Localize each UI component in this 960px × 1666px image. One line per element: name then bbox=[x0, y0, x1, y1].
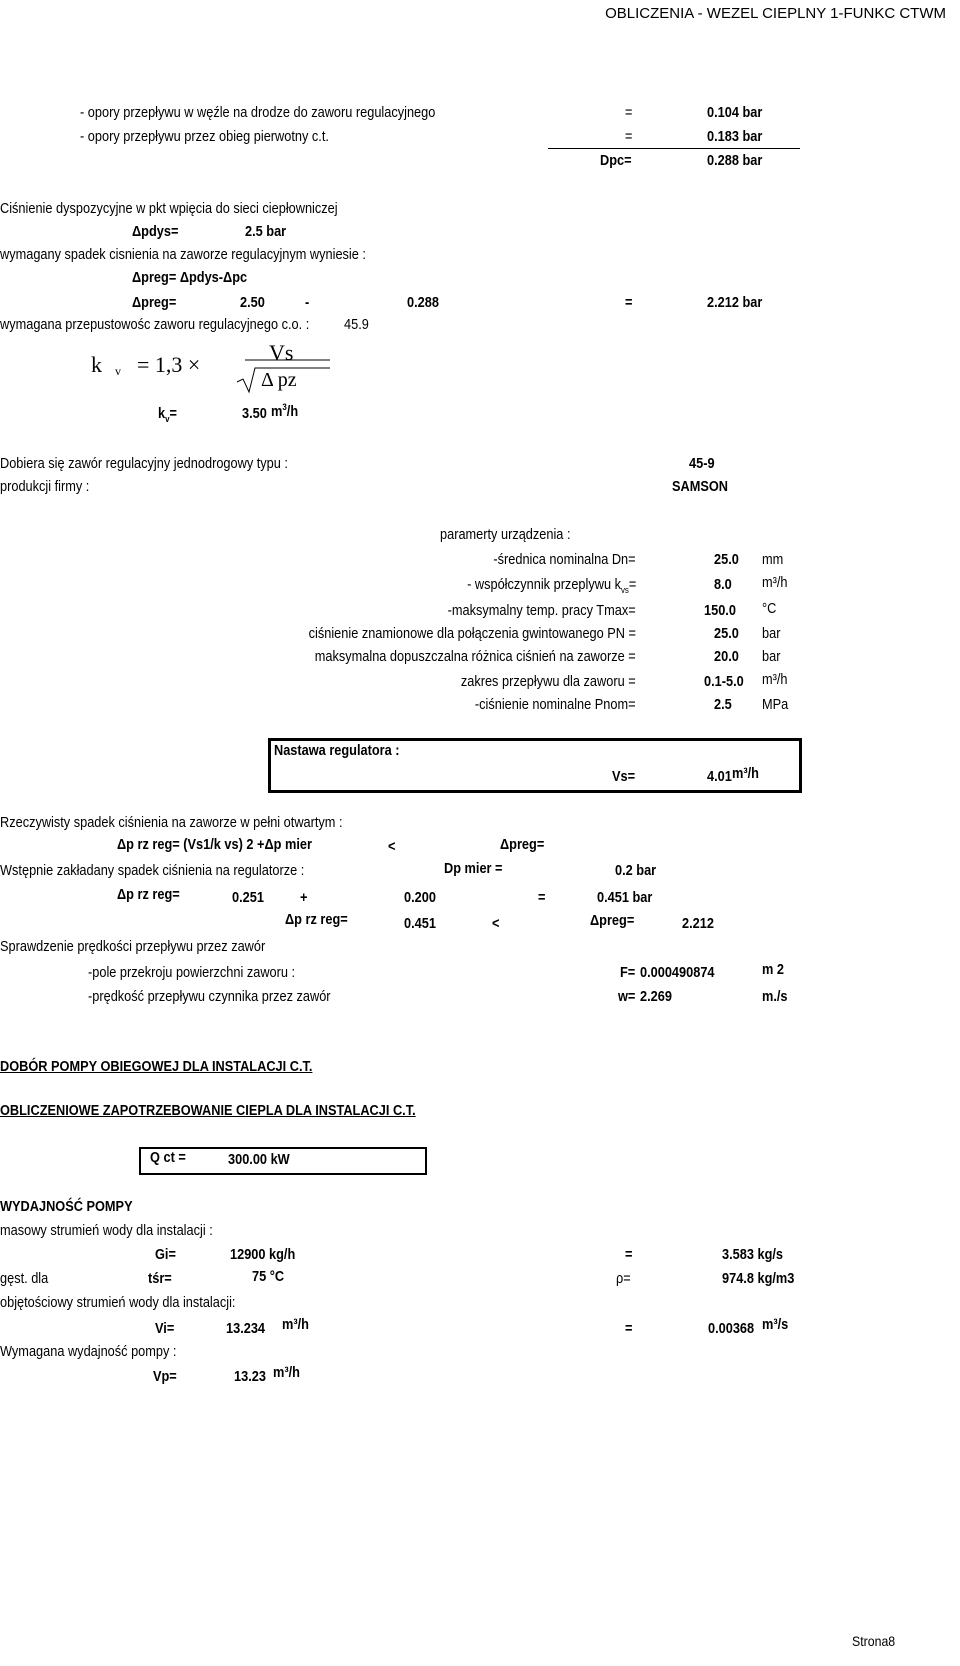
zawor-line-2: produkcji firmy : bbox=[0, 479, 90, 495]
formula-num: Vs bbox=[269, 340, 294, 365]
opory-value-2: 0.183 bar bbox=[707, 129, 763, 145]
dpc-label: Dpc= bbox=[600, 153, 632, 169]
formula-eq: = 1,3 × bbox=[137, 352, 201, 377]
kv-formula bbox=[85, 338, 345, 396]
gi-value: 12900 kg/h bbox=[230, 1247, 296, 1263]
param-value: 25.0 bbox=[714, 552, 739, 568]
nastawa-title: Nastawa regulatora : bbox=[274, 743, 400, 759]
param-unit: MPa bbox=[762, 697, 789, 713]
spadek-text: wymagany spadek cisnienia na zaworze regulacyjnym wyniesie : bbox=[0, 247, 366, 263]
obj-text: objętościowy strumień wody dla instalacji: bbox=[0, 1295, 236, 1311]
param-unit: m³/h bbox=[762, 672, 788, 688]
opory-line-2: - opory przepływu przez obieg pierwotny c.t. bbox=[80, 129, 329, 145]
param-label: zakres przepływu dla zaworu = bbox=[461, 674, 636, 690]
param-label: maksymalna dopuszczalna różnica ciśnień na zaworze = bbox=[315, 649, 636, 665]
formula-den: Δ pz bbox=[261, 369, 297, 391]
rho-value: 974.8 kg/m3 bbox=[722, 1271, 795, 1287]
preg-minus: - bbox=[305, 295, 310, 311]
vi-result-unit: m³/s bbox=[762, 1317, 789, 1333]
page-number: Strona8 bbox=[852, 1633, 896, 1649]
page-header: OBLICZENIA - WEZEL CIEPLNY 1-FUNKC CTWM bbox=[605, 5, 946, 22]
pdys-label: Δpdys= bbox=[132, 224, 179, 240]
zawor-typ: 45-9 bbox=[689, 456, 715, 472]
wymagana-text: Wymagana wydajność pompy : bbox=[0, 1344, 177, 1360]
dp-mier-value: 0.2 bar bbox=[615, 863, 657, 879]
f-label: F= bbox=[620, 965, 636, 981]
w-unit: m./s bbox=[762, 989, 788, 1005]
vp-value: 13.23 bbox=[234, 1369, 266, 1385]
kv-label: $k_v=$ bbox=[158, 406, 177, 424]
preg-b: 0.288 bbox=[407, 295, 439, 311]
gi-result: 3.583 kg/s bbox=[722, 1247, 784, 1263]
r2-preg: Δpreg= bbox=[590, 913, 635, 929]
r1-result: 0.451 bar bbox=[597, 890, 653, 906]
r1-b: 0.200 bbox=[404, 890, 436, 906]
wstep-text: Wstępnie zakładany spadek ciśnienia na regulatorze : bbox=[0, 863, 305, 879]
rzecz-formula: Δp rz reg= (Vs1/k vs) 2 +Δp mier bbox=[117, 837, 312, 853]
przepust-value: 45.9 bbox=[344, 317, 369, 333]
param-value: 150.0 bbox=[704, 603, 736, 619]
qct-value: 300.00 kW bbox=[228, 1152, 290, 1168]
vi-label: Vi= bbox=[155, 1321, 175, 1337]
param-unit: °C bbox=[762, 601, 777, 617]
param-value: 20.0 bbox=[714, 649, 739, 665]
param-unit: mm bbox=[762, 552, 784, 568]
dp-mier-label: Dp mier = bbox=[444, 861, 503, 877]
preg-label: Δpreg= bbox=[132, 295, 177, 311]
r1-plus: + bbox=[300, 890, 308, 906]
vi-result: 0.00368 bbox=[708, 1321, 755, 1337]
vi-unit: m³/h bbox=[282, 1317, 309, 1333]
vs-label: Vs= bbox=[612, 769, 636, 785]
masowy-text: masowy strumień wody dla instalacji : bbox=[0, 1223, 213, 1239]
r2-lt: < bbox=[492, 916, 500, 932]
params-title: paramerty urządzenia : bbox=[440, 527, 571, 543]
opory-value-1: 0.104 bar bbox=[707, 105, 763, 121]
gest-text: gęst. dla bbox=[0, 1271, 49, 1287]
gi-label: Gi= bbox=[155, 1247, 176, 1263]
zawor-firma: SAMSON bbox=[672, 479, 729, 495]
sum-line bbox=[548, 148, 800, 149]
w-value: 2.269 bbox=[640, 989, 672, 1005]
param-value: 25.0 bbox=[714, 626, 739, 642]
r1-label: Δp rz reg= bbox=[117, 887, 180, 903]
vp-unit: m³/h bbox=[273, 1365, 300, 1381]
qct-label: Q ct = bbox=[150, 1150, 186, 1166]
predkosc-text: -prędkość przepływu czynnika przez zawór bbox=[88, 989, 331, 1005]
rho-label: ρ= bbox=[616, 1271, 631, 1287]
tsr-label: tśr= bbox=[148, 1271, 172, 1287]
opory-line-1: - opory przepływu w węźle na drodze do zaworu regulacyjnego bbox=[80, 105, 436, 121]
pompa-title-2: OBLICZENIOWE ZAPOTRZEBOWANIE CIEPLA DLA INSTALACJI C.T. bbox=[0, 1103, 416, 1119]
preg-result: 2.212 bar bbox=[707, 295, 763, 311]
preg-a: 2.50 bbox=[240, 295, 265, 311]
r2-a: 0.451 bbox=[404, 916, 436, 932]
pole-text: -pole przekroju powierzchni zaworu : bbox=[88, 965, 296, 981]
vi-eq: = bbox=[625, 1321, 633, 1337]
rzecz-preg: Δpreg= bbox=[500, 837, 545, 853]
param-label: -maksymalny temp. pracy Tmax= bbox=[447, 603, 636, 619]
zawor-line-1: Dobiera się zawór regulacyjny jednodrogowy typu : bbox=[0, 456, 288, 472]
gi-eq: = bbox=[625, 1247, 633, 1263]
formula-k: k bbox=[91, 352, 102, 377]
param-label: -ciśnienie nominalne Pnom= bbox=[475, 697, 636, 713]
pdys-value: 2.5 bar bbox=[245, 224, 287, 240]
przepust-text: wymagana przepustowośc zaworu regulacyjnego c.o. : bbox=[0, 317, 310, 333]
r2-value: 2.212 bbox=[682, 916, 714, 932]
param-label: ciśnienie znamionowe dla połączenia gwintowanego PN = bbox=[308, 626, 636, 642]
rzecz-lt: < bbox=[388, 839, 396, 855]
vs-unit: m³/h bbox=[732, 766, 759, 782]
tsr-value: 75 °C bbox=[252, 1269, 285, 1285]
param-value: 2.5 bbox=[714, 697, 732, 713]
opory-eq-1: = bbox=[625, 105, 633, 121]
r1-a: 0.251 bbox=[232, 890, 264, 906]
param-label: - współczynnik przeplywu $k_{vs}=$ bbox=[466, 577, 636, 595]
param-value: 8.0 bbox=[714, 577, 732, 593]
dpc-value: 0.288 bar bbox=[707, 153, 763, 169]
formula-v: v bbox=[115, 364, 121, 378]
param-unit: bar bbox=[762, 649, 781, 665]
param-value: 0.1-5.0 bbox=[704, 674, 744, 690]
vp-label: Vp= bbox=[153, 1369, 177, 1385]
r2-label: Δp rz reg= bbox=[285, 912, 348, 928]
rzecz-title: Rzeczywisty spadek ciśnienia na zaworze w pełni otwartym : bbox=[0, 815, 343, 831]
preg-eq: = bbox=[625, 295, 633, 311]
f-unit: m 2 bbox=[762, 962, 784, 978]
cisnienie-title: Ciśnienie dyspozycyjne w pkt wpięcia do sieci ciepłowniczej bbox=[0, 201, 338, 217]
param-unit: bar bbox=[762, 626, 781, 642]
wydajnosc-title: WYDAJNOŚĆ POMPY bbox=[0, 1199, 133, 1215]
r1-eq: = bbox=[538, 890, 546, 906]
predkosc-title: Sprawdzenie prędkości przepływu przez zawór bbox=[0, 939, 266, 955]
vs-value: 4.01 bbox=[707, 769, 732, 785]
kv-unit: $m^3/h$ bbox=[271, 402, 299, 420]
f-value: 0.000490874 bbox=[640, 965, 715, 981]
preg-formula: Δpreg= Δpdys-Δpc bbox=[132, 270, 248, 286]
vi-value: 13.234 bbox=[226, 1321, 266, 1337]
param-label: -średnica nominalna Dn= bbox=[493, 552, 636, 568]
opory-eq-2: = bbox=[625, 129, 633, 145]
w-label: w= bbox=[618, 989, 636, 1005]
pompa-title-1: DOBÓR POMPY OBIEGOWEJ DLA INSTALACJI C.T. bbox=[0, 1059, 313, 1075]
kv-value: 3.50 bbox=[242, 406, 267, 422]
param-unit: m³/h bbox=[762, 575, 788, 591]
